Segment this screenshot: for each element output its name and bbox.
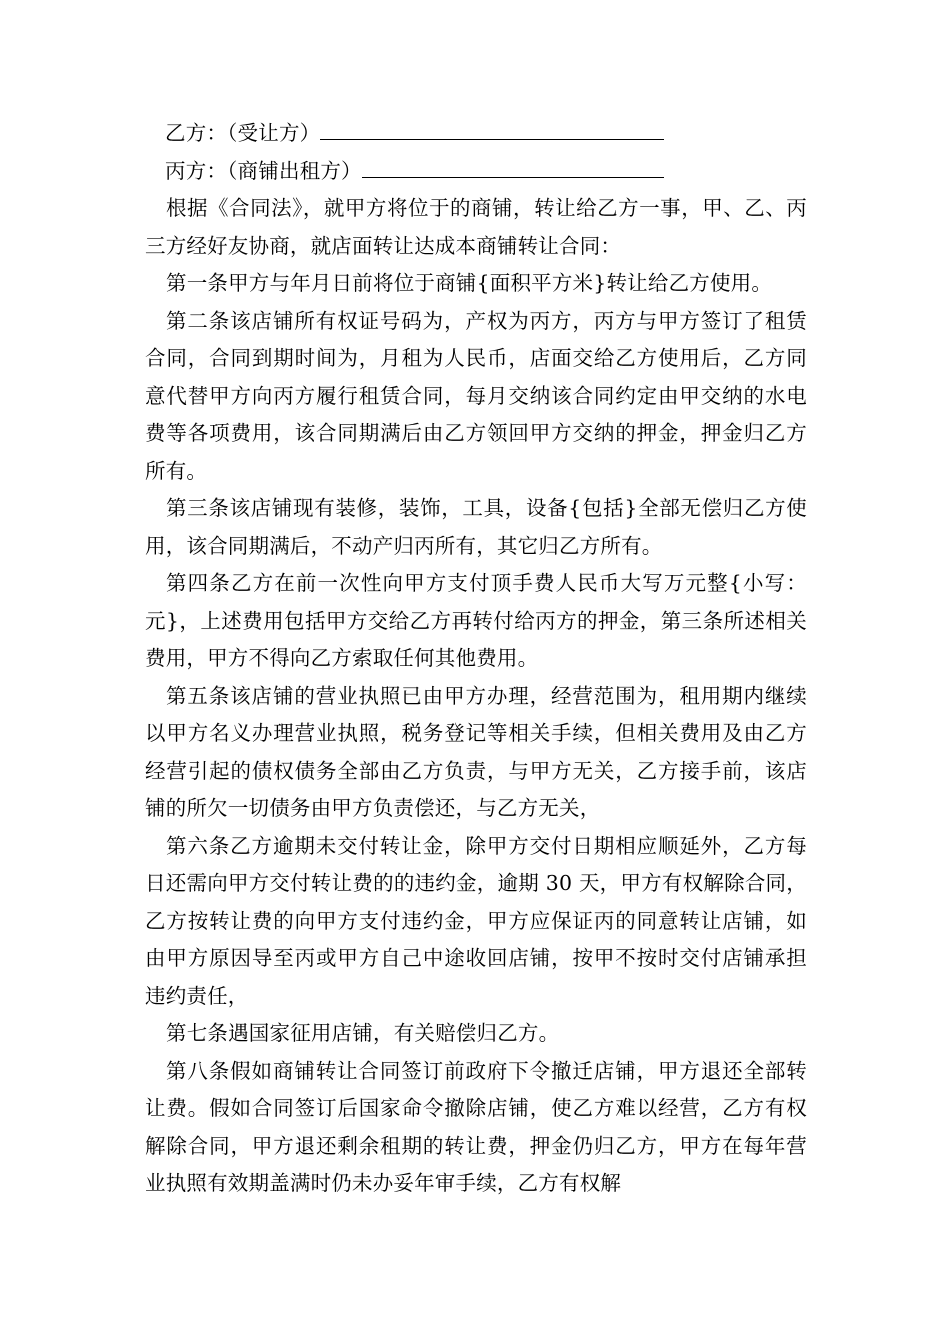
party-yi-label: 乙方：（受让方） xyxy=(165,121,321,145)
clause-2: 第二条该店铺所有权证号码为，产权为丙方，丙方与甲方签订了租赁合同，合同到期时间为，月租为人民币，店面交给乙方使用后，乙方同意代替甲方向丙方履行租赁合同，每月交纳该合同约定由甲交纳的水电费等各项费用，该合同期满后由乙方领回甲方交纳的押金，押金归乙方所有。 xyxy=(145,308,807,483)
intro-paragraph: 根据《合同法》，就甲方将位于的商铺，转让给乙方一事，甲、乙、丙三方经好友协商，就店面转让达成本商铺转让合同： xyxy=(145,196,807,258)
clause-1: 第一条甲方与年月日前将位于商铺{面积平方米}转让给乙方使用。 xyxy=(166,271,773,295)
party-bing-blank xyxy=(362,155,664,178)
party-bing-label: 丙方：（商铺出租方） xyxy=(165,158,362,183)
clause-3: 第三条该店铺现有装修，装饰，工具，设备{包括}全部无偿归乙方使用，该合同期满后，不动产归丙所有，其它归乙方所有。 xyxy=(145,496,807,558)
clause-5: 第五条该店铺的营业执照已由甲方办理，经营范围为，租用期内继续以甲方名义办理营业执照，税务登记等相关手续，但相关费用及由乙方经营引起的债权债务全部由乙方负责，与甲方无关，乙方接手前，该店铺的所欠一切债务由甲方负责偿还，与乙方无关， xyxy=(145,683,807,820)
clause-4: 第四条乙方在前一次性向甲方支付顶手费人民币大写万元整{小写：元}，上述费用包括甲方交给乙方再转付给丙方的押金，第三条所述相关费用，甲方不得向乙方索取任何其他费用。 xyxy=(145,571,807,670)
clause-7: 第七条遇国家征用店铺，有关赔偿归乙方。 xyxy=(166,1021,560,1045)
party-yi-line xyxy=(145,115,807,153)
party-yi-blank xyxy=(320,117,664,140)
party-bing-line xyxy=(145,153,807,191)
contract-body xyxy=(145,115,807,1203)
clause-8: 第八条假如商铺转让合同签订前政府下令撤迁店铺，甲方退还全部转让费。假如合同签订后国家命令撤除店铺，使乙方难以经营，乙方有权解除合同，甲方退还剩余租期的转让费，押金仍归乙方，甲方在每年营业执照有效期盖满时仍未办妥年审手续，乙方有权解 xyxy=(145,1058,807,1195)
clause-6: 第六条乙方逾期未交付转让金，除甲方交付日期相应顺延外，乙方每日还需向甲方交付转让费的的违约金，逾期 30 天，甲方有权解除合同，乙方按转让费的向甲方支付违约金，甲方应保证丙的同意转让店铺，如由甲方原因导至丙或甲方自己中途收回店铺，按甲不按时交付店铺承担违约责任， xyxy=(145,833,807,1008)
